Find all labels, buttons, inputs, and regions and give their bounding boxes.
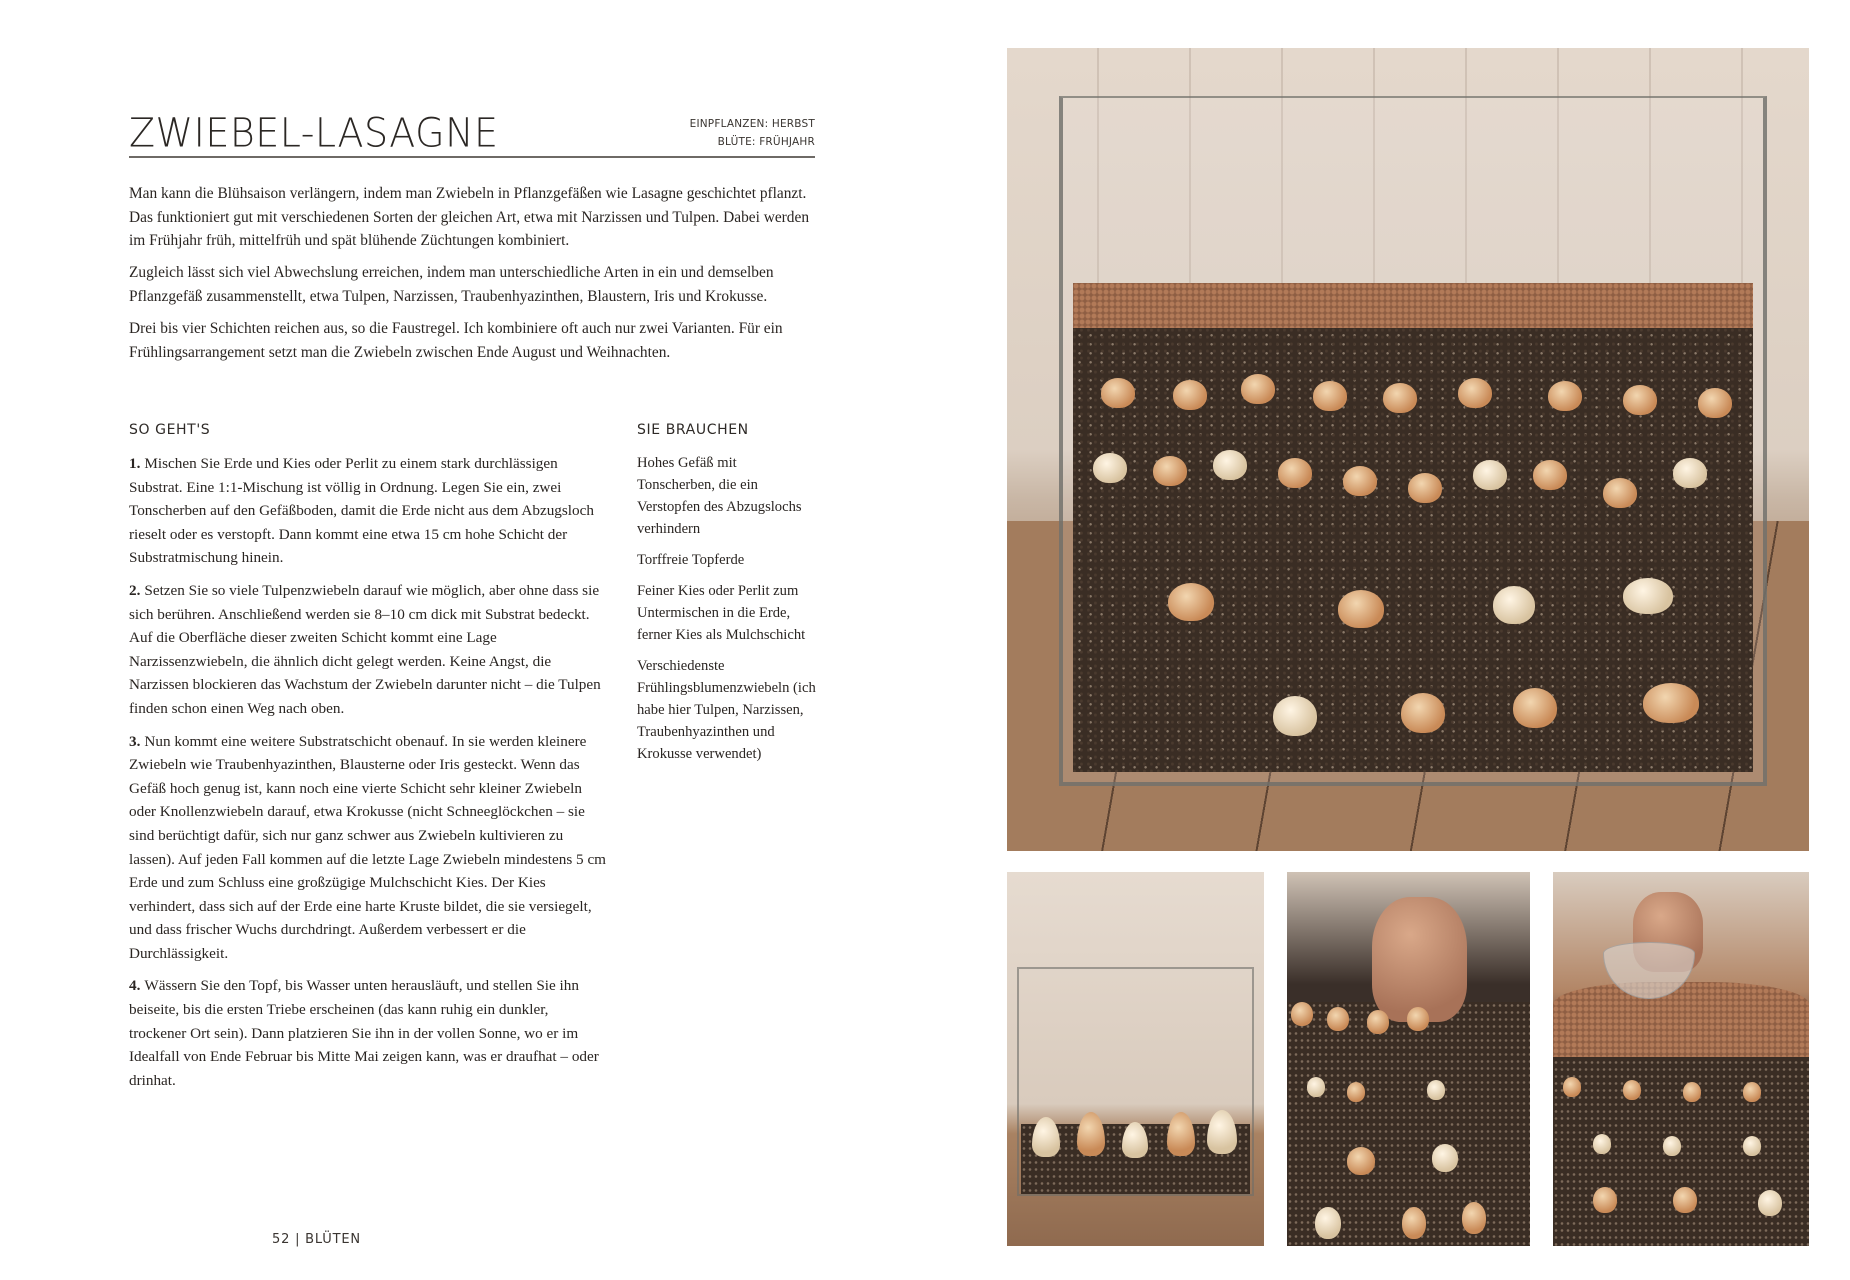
bulb xyxy=(1673,458,1707,488)
step-item xyxy=(129,974,607,1092)
intro-paragraph: Man kann die Blühsaison verlängern, indem man Zwiebeln in Pflanzgefäßen wie Lasagne geschichtet pflanzt. Das funktioniert gut mit verschiedenen Sorten der gleichen Art, etwa mit Narzissen und Tulpen. Dabei werden im Frühjahr früh, mittelfrüh und spät blühende Züchtungen kombiniert. xyxy=(129,185,810,250)
bulb xyxy=(1593,1134,1611,1154)
bulb xyxy=(1291,1002,1313,1026)
bloom-season: BLÜTE: FRÜHJAHR xyxy=(717,136,815,148)
bulb xyxy=(1493,586,1535,624)
bulb xyxy=(1173,380,1207,410)
bulb xyxy=(1427,1080,1445,1100)
bulb xyxy=(1407,1007,1429,1031)
bulb xyxy=(1683,1082,1701,1102)
bulb xyxy=(1623,578,1673,614)
bulb xyxy=(1367,1010,1389,1034)
bulb xyxy=(1153,456,1187,486)
bulb xyxy=(1698,388,1732,418)
step-item xyxy=(129,579,607,721)
bulb xyxy=(1758,1190,1782,1216)
howto-steps xyxy=(129,452,607,1101)
intro-text xyxy=(129,182,819,373)
gravel-mulch-layer xyxy=(1553,982,1809,1057)
step-item xyxy=(129,730,607,966)
bulb xyxy=(1603,478,1637,508)
small-photo-hand-planting xyxy=(1287,872,1530,1246)
page-folio: 52 | BLÜTEN xyxy=(272,1232,361,1247)
intro-paragraph: Drei bis vier Schichten reichen aus, so die Faustregel. Ich kombiniere oft auch nur zwei Varianten. Für ein Frühlingsarrangement setzt man die Zwiebeln zwischen Ende August und Weihnachten. xyxy=(129,319,783,361)
howto-heading: SO GEHT'S xyxy=(129,422,211,438)
planting-season: EINPFLANZEN: HERBST xyxy=(689,118,815,130)
bulb xyxy=(1563,1077,1581,1097)
needs-heading: SIE BRAUCHEN xyxy=(637,422,749,438)
bulb xyxy=(1168,583,1214,621)
small-photo-adding-gravel xyxy=(1553,872,1809,1246)
bulb xyxy=(1347,1082,1365,1102)
bulb xyxy=(1408,473,1442,503)
bulb xyxy=(1213,450,1247,480)
bulb xyxy=(1278,458,1312,488)
step-text: Wässern Sie den Topf, bis Wasser unten herausläuft, und stellen Sie ihn beiseite, bis die ersten Triebe erscheinen (das kann ruhig ein dunkler, trockener Ort sein). Dann platzieren Sie ihn in der vollen Sonne, wo er im Idealfall von Ende Februar bis Mitte Mai zeigen kann, was er draufhat – oder drinhat. xyxy=(129,977,599,1089)
bulb xyxy=(1383,383,1417,413)
bulb xyxy=(1743,1136,1761,1156)
gravel-mulch-layer xyxy=(1073,283,1753,328)
bulb xyxy=(1338,590,1384,628)
bulb xyxy=(1307,1077,1325,1097)
bulb xyxy=(1593,1187,1617,1213)
bulb xyxy=(1473,460,1507,490)
hand xyxy=(1372,897,1467,1022)
bulb xyxy=(1533,460,1567,490)
needs-item: Feiner Kies oder Perlit zum Untermischen in die Erde, ferner Kies als Mulchschicht xyxy=(637,583,806,643)
bulb xyxy=(1663,1136,1681,1156)
bulb xyxy=(1458,378,1492,408)
needs-list xyxy=(637,452,817,774)
bulb xyxy=(1327,1007,1349,1031)
needs-item: Hohes Gefäß mit Tonscherben, die ein Verstopfen des Abzugslochs verhindern xyxy=(637,455,802,537)
soil-layers xyxy=(1553,1052,1809,1246)
bulb xyxy=(1462,1202,1486,1234)
needs-item: Verschiedenste Frühlingsblumenzwiebeln (ich habe hier Tulpen, Narzissen, Traubenhyazinthen und Krokusse verwendet) xyxy=(637,658,816,762)
main-photo-glass-tank xyxy=(1007,48,1809,851)
glass-tank xyxy=(1059,96,1767,786)
step-number: 1. xyxy=(129,455,141,472)
bulb xyxy=(1347,1147,1375,1175)
title-block xyxy=(129,108,815,158)
bulb xyxy=(1623,385,1657,415)
bulb xyxy=(1343,466,1377,496)
page-title: ZWIEBEL-LASAGNE xyxy=(129,109,499,157)
bulb xyxy=(1273,696,1317,736)
bulb xyxy=(1402,1207,1426,1239)
bulb xyxy=(1241,374,1275,404)
bulb xyxy=(1101,378,1135,408)
bulb xyxy=(1401,693,1445,733)
bulb xyxy=(1743,1082,1761,1102)
season-info xyxy=(690,115,815,151)
step-number: 4. xyxy=(129,977,141,995)
bulb xyxy=(1513,688,1557,728)
bulb xyxy=(1093,453,1127,483)
bulb xyxy=(1548,381,1582,411)
small-photo-first-layer xyxy=(1007,872,1264,1246)
intro-paragraph: Zugleich lässt sich viel Abwechslung erreichen, indem man unterschiedliche Arten in ein und demselben Pflanzgefäß zusammenstellt, etwa Tulpen, Narzissen, Traubenhyazinthen, Blaustern, Iris und Krokusse. xyxy=(129,264,774,305)
step-item xyxy=(129,452,607,570)
bulb xyxy=(1623,1080,1641,1100)
step-number: 3. xyxy=(129,732,141,750)
bulb xyxy=(1643,683,1699,723)
step-text: Mischen Sie Erde und Kies oder Perlit zu einem stark durchlässigen Substrat. Eine 1:1-Mischung ist völlig in Ordnung. Legen Sie ein, zwei Tonscherben auf den Gefäßboden, damit die Erde nicht aus dem Abzugsloch rieselt oder es verstopft. Dann kommt eine etwa 15 cm hohe Schicht der Substratmischung hinein. xyxy=(129,455,594,567)
bulb xyxy=(1315,1207,1341,1239)
bulb xyxy=(1673,1187,1697,1213)
bulb xyxy=(1313,381,1347,411)
bulb xyxy=(1432,1144,1458,1172)
step-text: Setzen Sie so viele Tulpenzwiebeln darauf wie möglich, aber ohne dass sie sich berühren. Anschließend werden sie 8–10 cm dick mit Substrat bedeckt. Auf die Oberfläche dieser zweiten Schicht kommt eine Lage Narzissenzwiebeln, die ähnlich dicht gelegt werden. Keine Angst, die Narzissen blockieren das Wachstum der Zwiebeln darunter nicht – die Tulpen finden schon einen Weg nach oben. xyxy=(129,581,601,717)
needs-item: Torffreie Topferde xyxy=(637,552,745,568)
step-text: Nun kommt eine weitere Substratschicht obenauf. In sie werden kleinere Zwiebeln wie Traubenhyazinthen, Blausterne oder Iris gesteckt. Wenn das Gefäß hoch genug ist, kann noch eine vierte Schicht sehr kleiner Zwiebeln oder Knollenzwiebeln darauf, etwa Krokusse (nicht Schneeglöckchen – sie sind berüchtigt dafür, sich nur ganz schwer aus Zwiebeln kultivieren zu lassen). Auf jeden Fall kommen auf die letzte Lage Zwiebeln mindestens 5 cm Erde und zum Schluss eine großzügige Mulchschicht Kies. Der Kies verhindert, dass sich auf der Erde eine harte Kruste bildet, die sie versiegelt, und dass frischer Wuchs durchdringt. Außerdem verbessert er die Durchlässigkeit. xyxy=(129,732,606,962)
step-number: 2. xyxy=(129,581,141,599)
